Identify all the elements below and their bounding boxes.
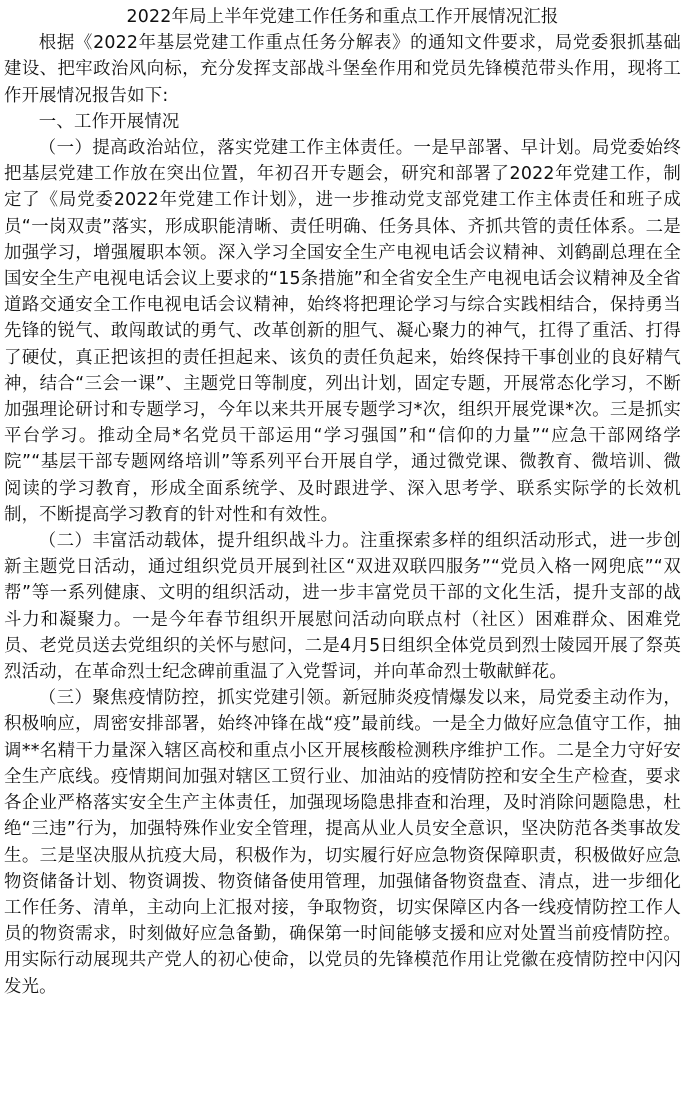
intro-paragraph: 根据《2022年基层党建工作重点任务分解表》的通知文件要求，局党委狠抓基础建设、把牢政治风向标，充分发挥支部战斗堡垒作用和党员先锋模范带头作用，现将工作开展情况报告如下:: [4, 33, 681, 106]
paragraph-epidemic-control: （三）聚焦疫情防控，抓实党建引领。新冠肺炎疫情爆发以来，局党委主动作为，积极响应，周密安排部署，始终冲锋在战“疫”最前线。一是全力做好应急值守工作，抽调**名精干力量深入辖区高校和重点小区开展核酸检测秩序维护工作。二是全力守好安全生产底线。疫情期间加强对辖区工贸行业、加油站的疫情防控和安全生产检查，要求各企业严格落实安全生产主体责任，加强现场隐患排查和治理，及时消除问题隐患，杜绝“三违”行为，加强特殊作业安全管理，提高从业人员安全意识，坚决防范各类事故发生。三是坚决服从抗疫大局，积极作为，切实履行好应急物资保障职责，积极做好应急物资储备计划、物资调拨、物资储备使用管理，加强储备物资盘查、清点，进一步细化工作任务、清单，主动向上汇报对接，争取物资，切实保障区内各一线疫情防控工作人员的物资需求，时刻做好应急备勤，确保第一时间能够支援和应对处置当前疫情防控。用实际行动展现共产党人的初心使命，以党员的先锋模范作用让党徽在疫情防控中闪闪发光。: [4, 688, 681, 997]
paragraph-political-stance: （一）提高政治站位，落实党建工作主体责任。一是早部署、早计划。局党委始终把基层党建工作放在突出位置，年初召开专题会，研究和部署了2022年党建工作，制定了《局党委2022年党建工作计划》，进一步推动党支部党建工作主体责任和班子成员“一岗双责”落实，形成职能清晰、责任明确、任务具体、齐抓共管的责任体系。二是加强学习，增强履职本领。深入学习全国安全生产电视电话会议精神、刘鹤副总理在全国安全生产电视电话会议上要求的“15条措施”和全省安全生产电视电话会议精神及全省道路交通安全工作电视电话会议精神，始终将把理论学习与综合实践相结合，保持勇当先锋的锐气、敢闯敢试的勇气、改革创新的胆气、凝心聚力的神气，扛得了重活、打得了硬仗，真正把该担的责任担起来、该负的责任负起来，始终保持干事创业的良好精气神，结合“三会一课”、主题党日等制度，列出计划，固定专题，开展常态化学习，不断加强理论研讨和专题学习，今年以来共开展专题学习*次，组织开展党课*次。三是抓实平台学习。推动全局*名党员干部运用“学习强国”和“信仰的力量”“应急干部网络学院”“基层干部专题网络培训”等系列平台开展自学，通过微党课、微教育、微培训、微阅读的学习教育，形成全面系统学、及时跟进学、深入思考学、联系实际学的长效机制，不断提高学习教育的针对性和有效性。: [4, 138, 681, 525]
section-heading: 一、工作开展情况: [38, 111, 180, 132]
paragraph-activities: （二）丰富活动载体，提升组织战斗力。注重探索多样的组织活动形式，进一步创新主题党日活动，通过组织党员开展到社区“双进双联四服务”“党员入格一网兜底”“双帮”等一系列健康、文明的组织活动，进一步丰富党员干部的文化生活，提升支部的战斗力和凝聚力。一是今年春节组织开展慰问活动向联点村（社区）困难群众、困难党员、老党员送去党组织的关怀与慰问，二是4月5日组织全体党员到烈士陵园开展了祭英烈活动，在革命烈士纪念碑前重温了入党誓词，并向革命烈士敬献鲜花。: [4, 531, 681, 683]
document-title: 2022年局上半年党建工作任务和重点工作开展情况汇报: [126, 7, 559, 27]
